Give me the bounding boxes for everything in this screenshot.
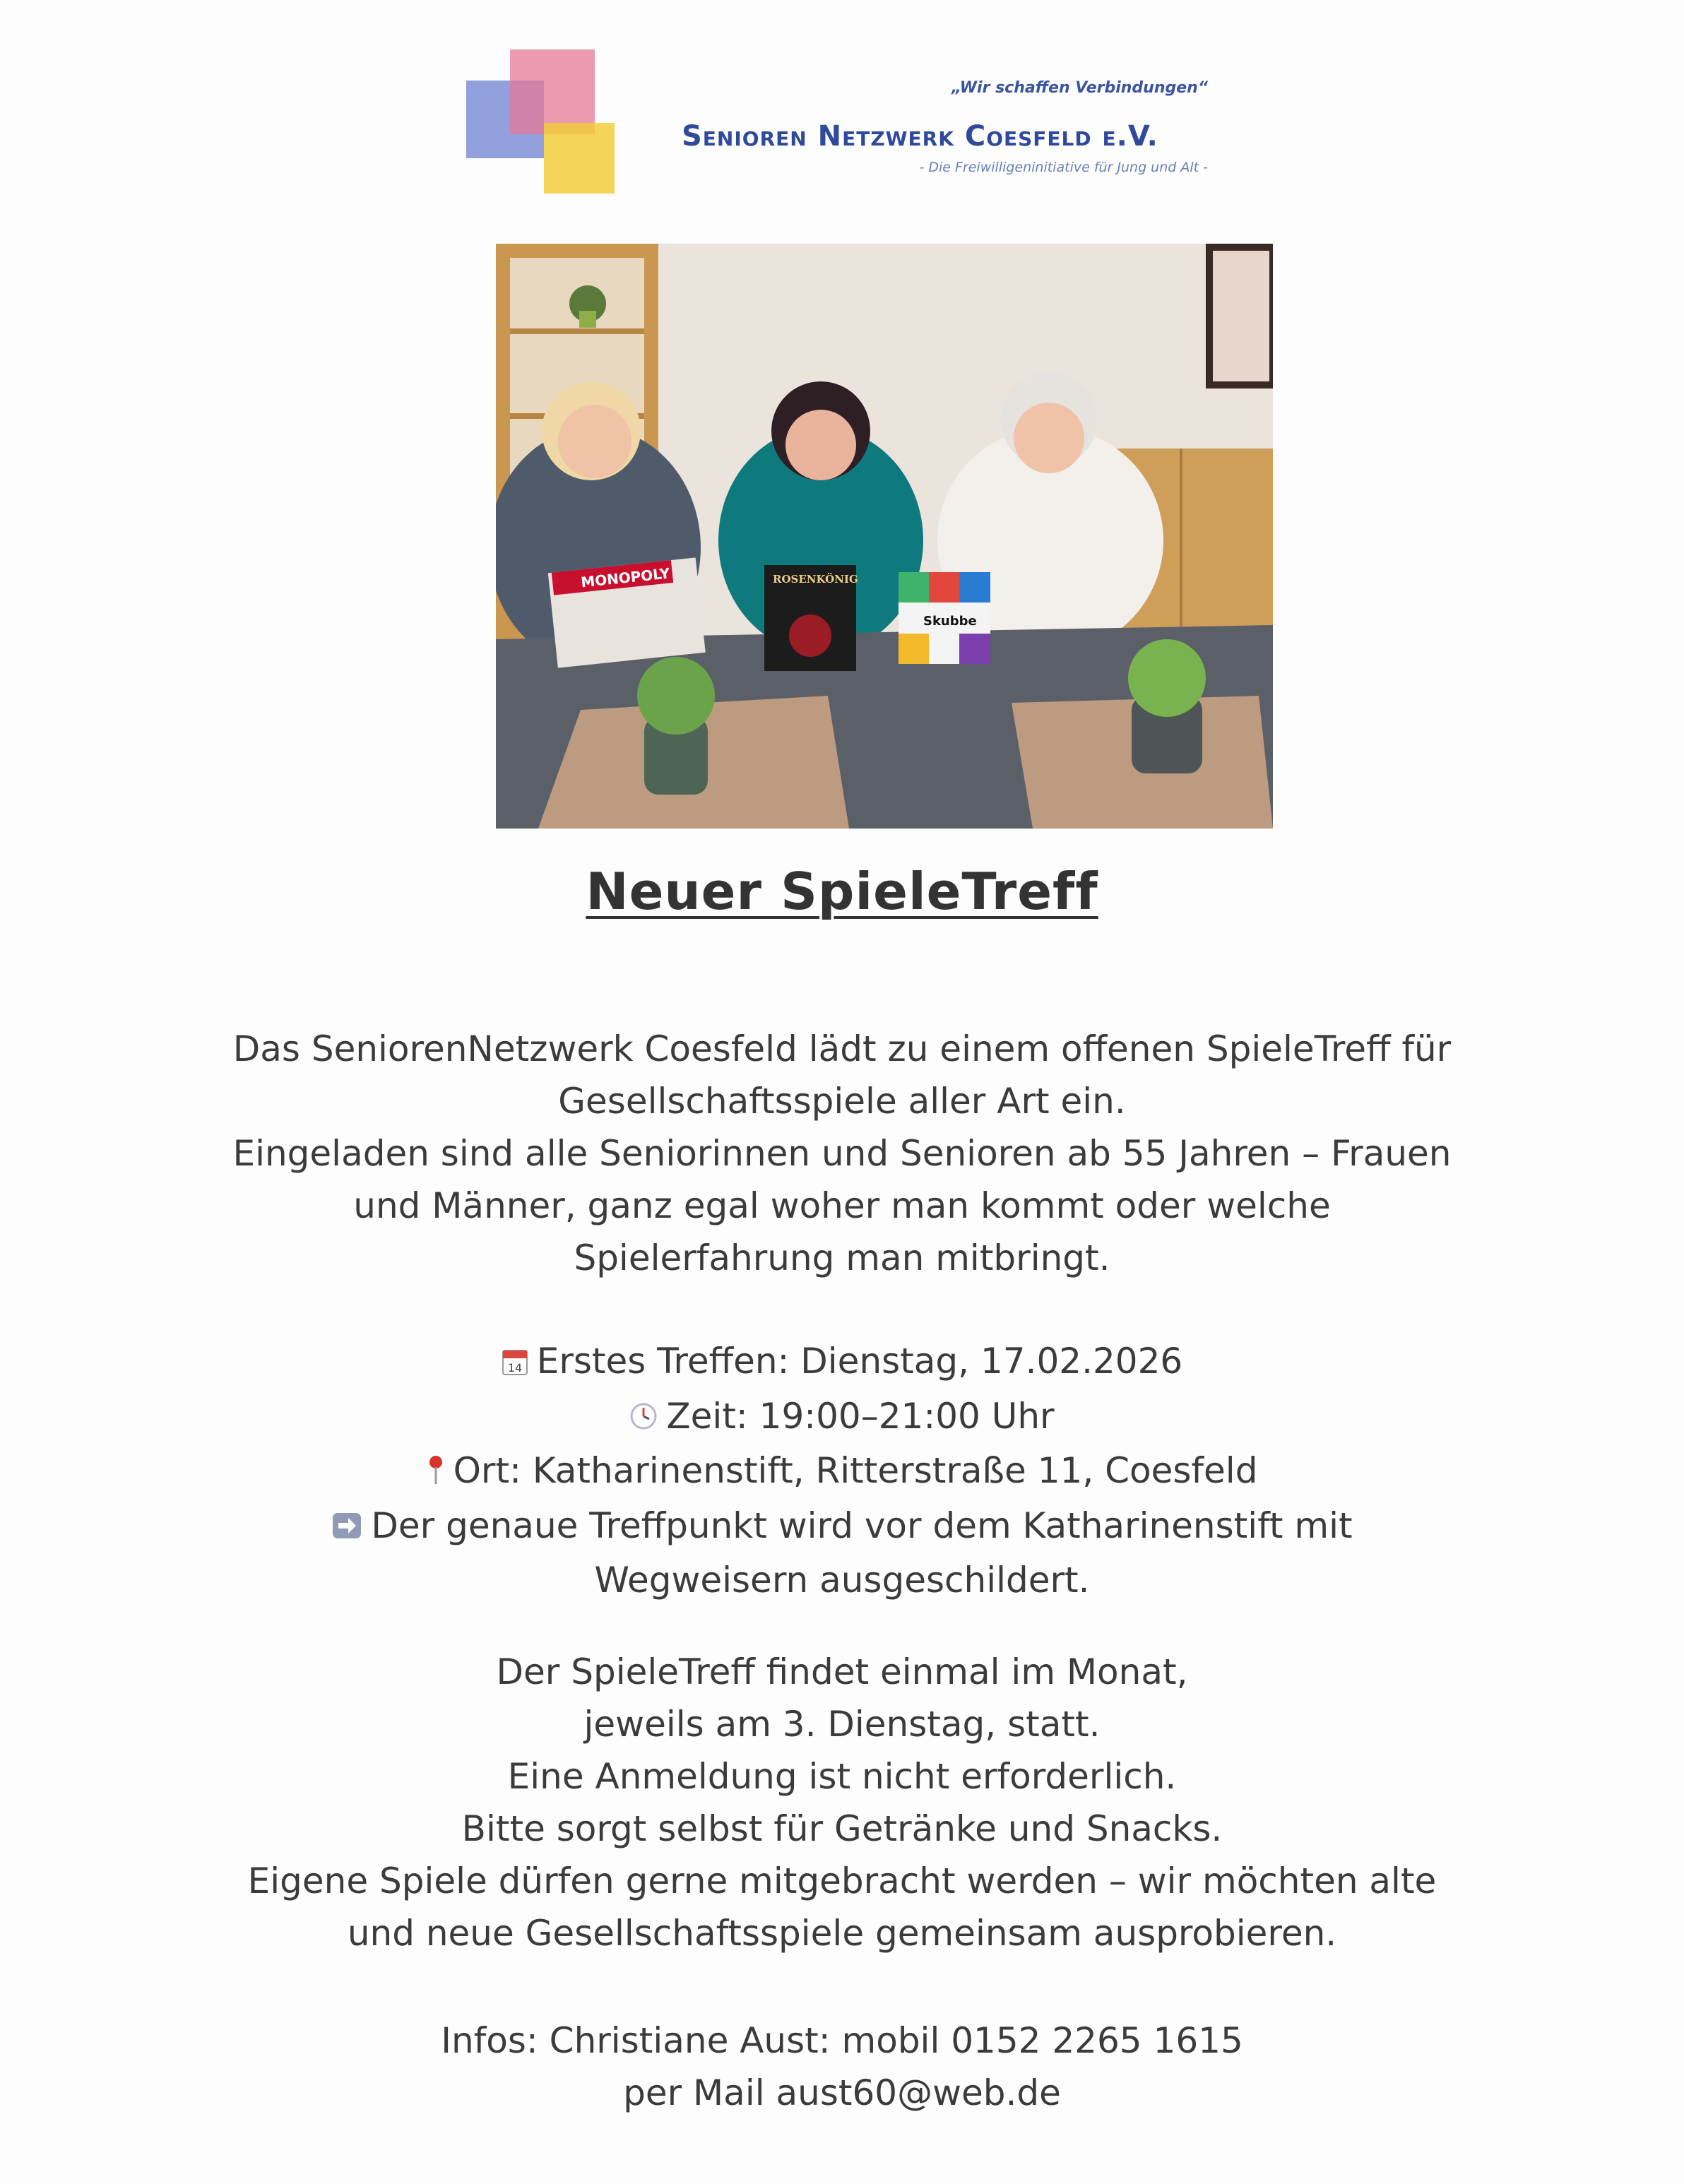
contact-info	[42, 2014, 1642, 2119]
intro-line: Gesellschaftsspiele aller Art ein.	[558, 1081, 1126, 1122]
info-line: Bitte sorgt selbst für Getränke und Snacks.	[461, 1808, 1223, 1849]
clock-icon	[629, 1392, 658, 1444]
rosenkoenig-box-label: ROSENKÖNIG	[773, 573, 858, 586]
intro-line: Das SeniorenNetzwerk Coesfeld lädt zu einem offenen SpieleTreff für	[232, 1028, 1452, 1069]
info-line: und neue Gesellschaftsspiele gemeinsam ausprobieren.	[347, 1913, 1337, 1954]
logo-squares-graphic	[466, 45, 629, 201]
intro-line: Eingeladen sind alle Seniorinnen und Senioren ab 55 Jahren – Frauen	[232, 1133, 1452, 1174]
organization-logo	[466, 45, 1208, 201]
info-line: Der SpieleTreff findet einmal im Monat,	[496, 1651, 1188, 1692]
place-line	[42, 1444, 1642, 1500]
first-meeting-line	[42, 1335, 1642, 1390]
logo-name: Senioren Netzwerk Coesfeld e.V.	[682, 120, 1158, 153]
event-details	[42, 1335, 1642, 1606]
meeting-point-line	[42, 1500, 1642, 1555]
intro-line: Spielerfahrung man mitbringt.	[574, 1238, 1110, 1278]
time-line	[42, 1390, 1642, 1445]
calendar-icon	[502, 1338, 528, 1390]
intro-paragraph	[42, 1023, 1642, 1284]
page-title: Neuer SpieleTreff	[586, 862, 1098, 921]
info-paragraph	[42, 1646, 1642, 1959]
place-text: Ort: Katharinenstift, Ritterstraße 11, Coesfeld	[453, 1450, 1258, 1491]
logo-yellow-square	[544, 123, 615, 194]
info-line: Eigene Spiele dürfen gerne mitgebracht werden – wir möchten alte	[247, 1860, 1437, 1901]
calendar-day-label: 14	[507, 1360, 522, 1375]
group-photo	[496, 244, 1273, 829]
logo-pink-square	[510, 49, 595, 134]
info-line: jeweils am 3. Dienstag, statt.	[583, 1704, 1101, 1745]
monopoly-box-label: MONOPOLY	[580, 564, 671, 591]
map-pin-icon	[427, 1447, 445, 1500]
info-line: Eine Anmeldung ist nicht erforderlich.	[507, 1756, 1177, 1797]
logo-subtitle: - Die Freiwilligeninitiative für Jung und Alt -	[919, 160, 1208, 175]
contact-phone-line: Infos: Christiane Aust: mobil 0152 2265 1615	[441, 2020, 1243, 2061]
time-text: Zeit: 19:00–21:00 Uhr	[666, 1395, 1055, 1437]
logo-tagline: „Wir schaffen Verbindungen“	[951, 79, 1208, 97]
contact-email-line: per Mail aust60@web.de	[623, 2072, 1061, 2113]
right-arrow-icon	[331, 1502, 362, 1554]
intro-line: und Männer, ganz egal woher man kommt oder welche	[353, 1185, 1331, 1226]
meeting-point-line-2: Wegweisern ausgeschildert.	[594, 1560, 1090, 1601]
first-meeting-text: Erstes Treffen: Dienstag, 17.02.2026	[536, 1341, 1183, 1382]
skubbe-box-label: Skubbe	[923, 614, 977, 629]
meeting-point-text: Der genaue Treffpunkt wird vor dem Katharinenstift mit	[371, 1505, 1353, 1546]
